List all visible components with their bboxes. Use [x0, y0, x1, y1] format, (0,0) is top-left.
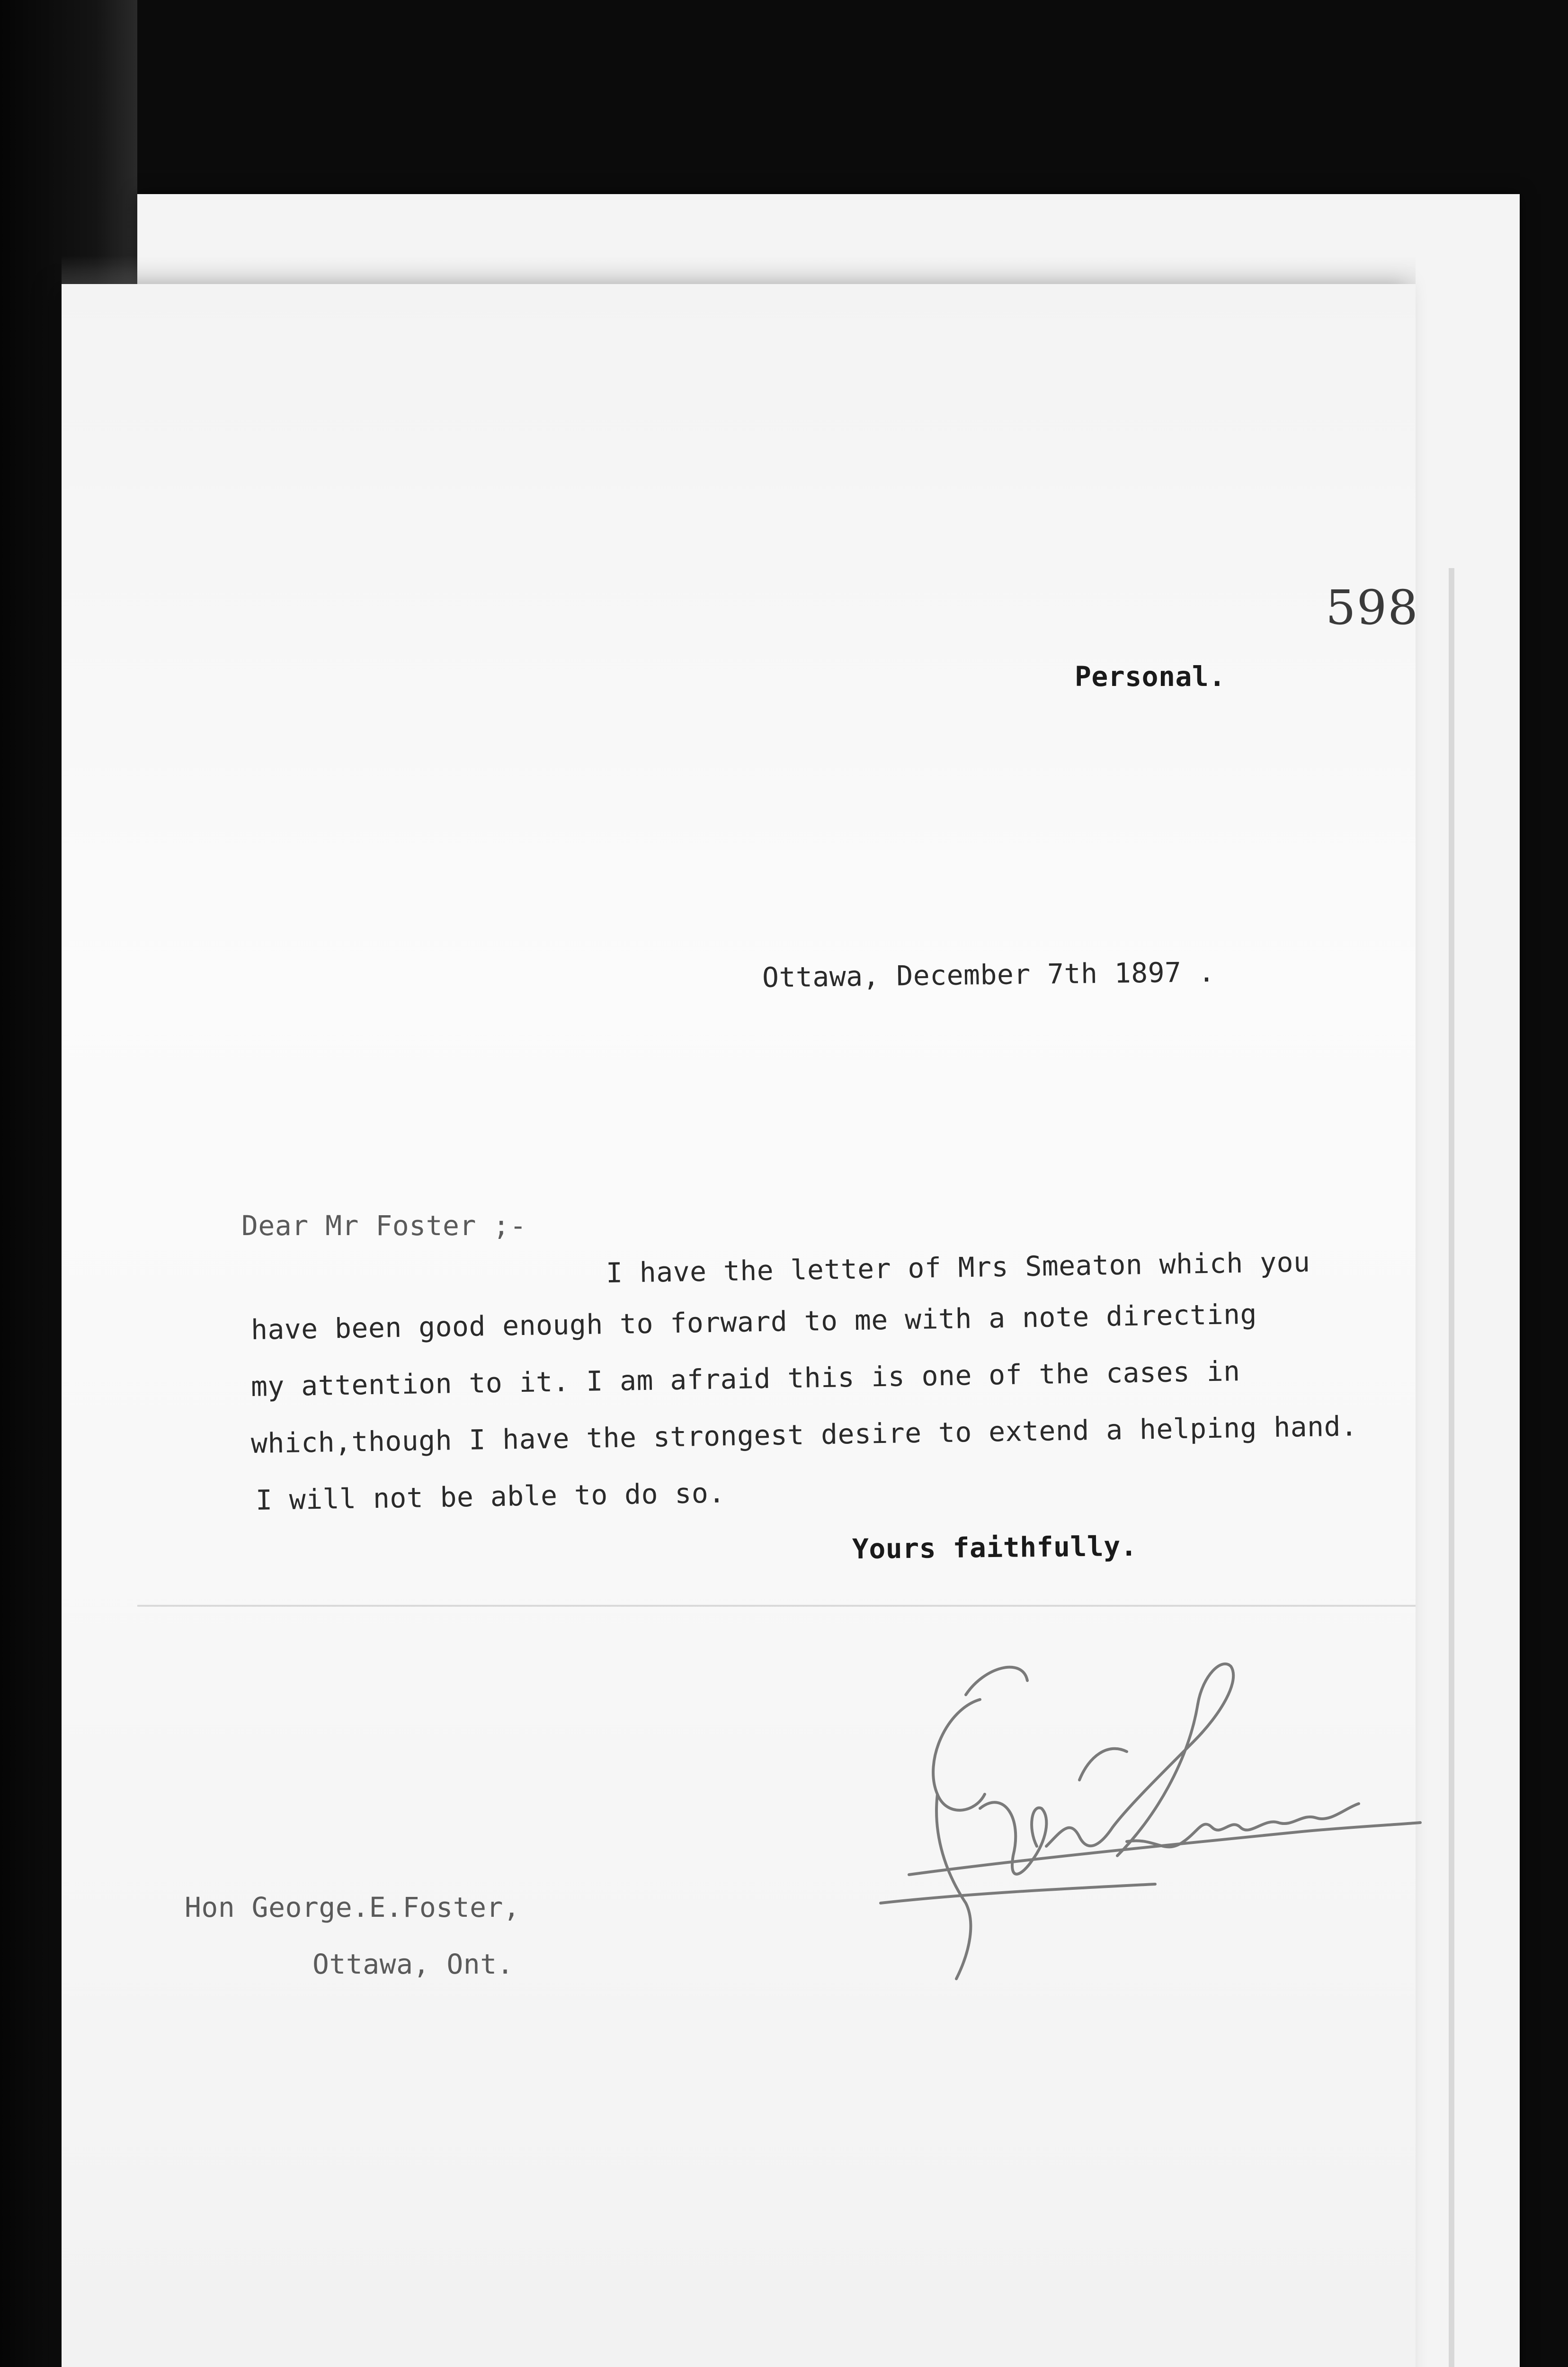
body-line-1: I have the letter of Mrs Smeaton which you	[606, 1246, 1310, 1289]
closing: Yours faithfully.	[852, 1530, 1138, 1566]
header-marking: Personal.	[1075, 660, 1226, 693]
letter-page	[62, 284, 1419, 2367]
date-line: Ottawa, December 7th 1897 .	[762, 956, 1215, 994]
body-line-3: my attention to it. I am afraid this is one of the cases in	[250, 1355, 1240, 1403]
folio-number: 598	[1326, 580, 1419, 635]
addressee-name: Hon George.E.Foster,	[185, 1891, 520, 1923]
handwritten-signature	[824, 1638, 1430, 2007]
body-line-5: I will not be able to do so.	[255, 1477, 726, 1516]
salutation: Dear Mr Foster ;-	[241, 1210, 527, 1242]
body-line-4: which,though I have the strongest desire to extend a helping hand.	[250, 1410, 1358, 1459]
addressee-city: Ottawa, Ont.	[312, 1948, 514, 1980]
page-right-edge	[1449, 568, 1454, 2367]
body-line-2: have been good enough to forward to me with a note directing	[250, 1298, 1257, 1346]
fold-line	[137, 1605, 1416, 1607]
